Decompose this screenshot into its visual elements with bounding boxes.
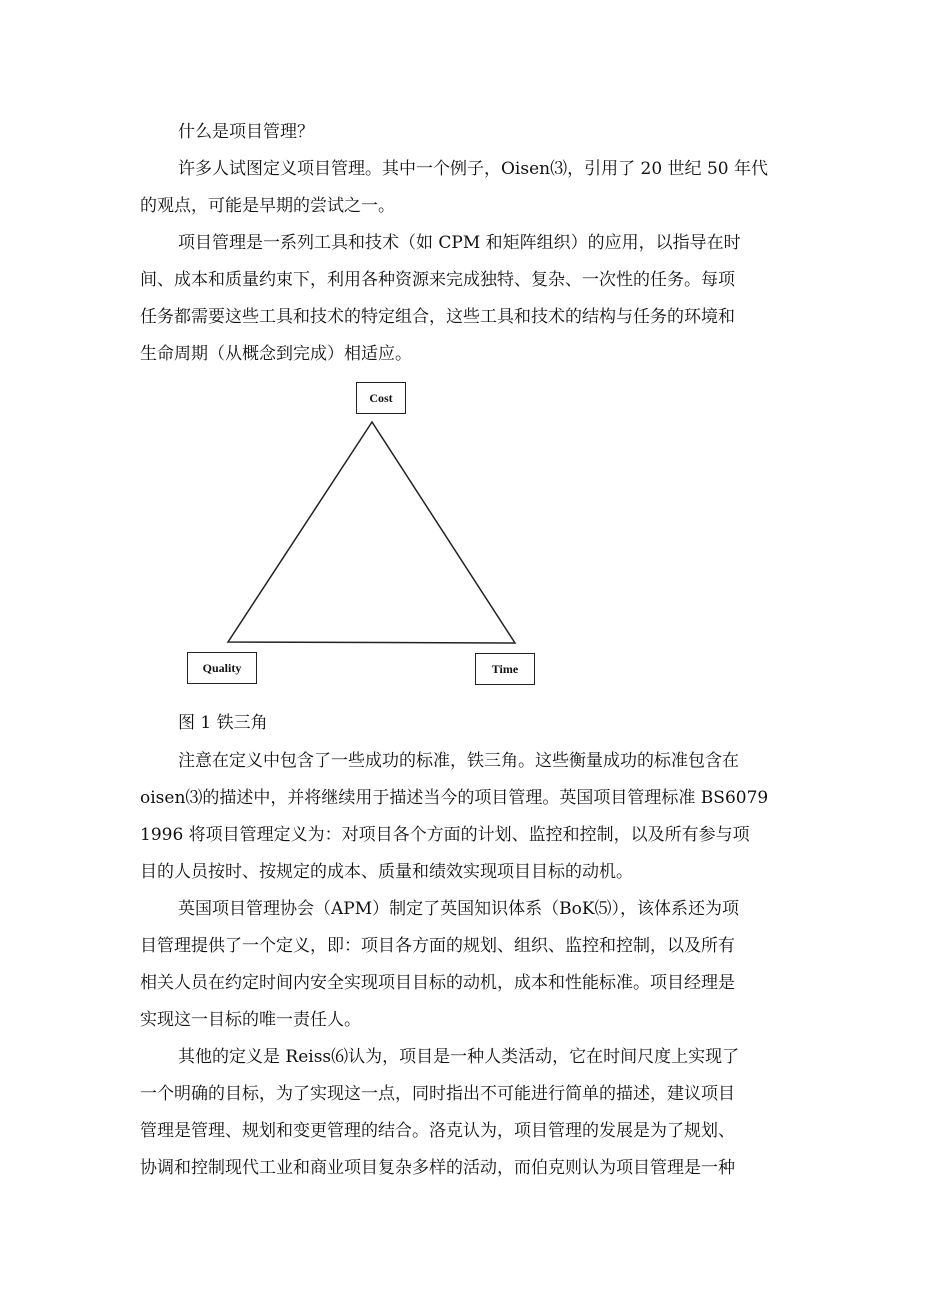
cost-label-box — [356, 382, 406, 414]
text-line: 其他的定义是 Reiss⑹认为，项目是一种人类活动，它在时间尺度上实现了 — [178, 1047, 740, 1067]
quality-label: Quality — [202, 660, 242, 675]
text-line: 项目管理是一系列工具和技术（如 CPM 和矩阵组织）的应用，以指导在时 — [178, 233, 741, 253]
text-line: 间、成本和质量约束下，利用各种资源来完成独特、复杂、一次性的任务。每项 — [140, 270, 735, 290]
triangle-shape — [228, 422, 515, 643]
paragraph-1 — [140, 151, 788, 225]
text-line: 英国项目管理协会（APM）制定了英国知识体系（BoK⑸），该体系还为项 — [178, 899, 740, 919]
text-line: 目的人员按时、按规定的成本、质量和绩效实现项目目标的动机。 — [140, 862, 633, 882]
text-line: oisen⑶的描述中，并将继续用于描述当今的项目管理。英国项目管理标准 BS6079 — [140, 788, 769, 808]
quality-label-box — [187, 652, 257, 684]
text-line: 一个明确的目标，为了实现这一点，同时指出不可能进行简单的描述，建议项目 — [140, 1084, 735, 1104]
figure-caption: 图 1 铁三角 — [178, 713, 268, 733]
paragraph-4 — [140, 891, 788, 1039]
text-line: 生命周期（从概念到完成）相适应。 — [140, 344, 412, 364]
text-line: 任务都需要这些工具和技术的特定组合，这些工具和技术的结构与任务的环境和 — [140, 307, 735, 327]
time-label-box — [475, 653, 535, 685]
cost-label: Cost — [369, 390, 393, 405]
text-line: 实现这一目标的唯一责任人。 — [140, 1010, 361, 1030]
text-line: 协调和控制现代工业和商业项目复杂多样的活动，而伯克则认为项目管理是一种 — [140, 1158, 735, 1178]
paragraph-2 — [140, 225, 788, 373]
text-line: 的观点，可能是早期的尝试之一。 — [140, 196, 395, 216]
triangle-diagram — [180, 378, 550, 690]
text-line: 管理是管理、规划和变更管理的结合。洛克认为，项目管理的发展是为了规划、 — [140, 1121, 735, 1141]
text-line: 目管理提供了一个定义，即：项目各方面的规划、组织、监控和控制，以及所有 — [140, 936, 735, 956]
paragraph-3 — [140, 743, 788, 891]
time-label: Time — [491, 661, 519, 676]
top-text-block — [140, 114, 788, 373]
paragraph-5 — [140, 1039, 788, 1187]
heading-line: 什么是项目管理？ — [178, 122, 314, 142]
iron-triangle-figure — [180, 378, 550, 690]
text-line: 相关人员在约定时间内安全实现项目目标的动机，成本和性能标准。项目经理是 — [140, 973, 735, 993]
text-line: 1996 将项目管理定义为：对项目各个方面的计划、监控和控制，以及所有参与项 — [140, 825, 750, 845]
text-line: 许多人试图定义项目管理。其中一个例子，Oisen⑶，引用了 20 世纪 50 年代 — [178, 159, 768, 179]
section-heading — [140, 114, 788, 151]
text-line: 注意在定义中包含了一些成功的标准，铁三角。这些衡量成功的标准包含在 — [178, 751, 739, 771]
bottom-text-block — [140, 743, 788, 1187]
